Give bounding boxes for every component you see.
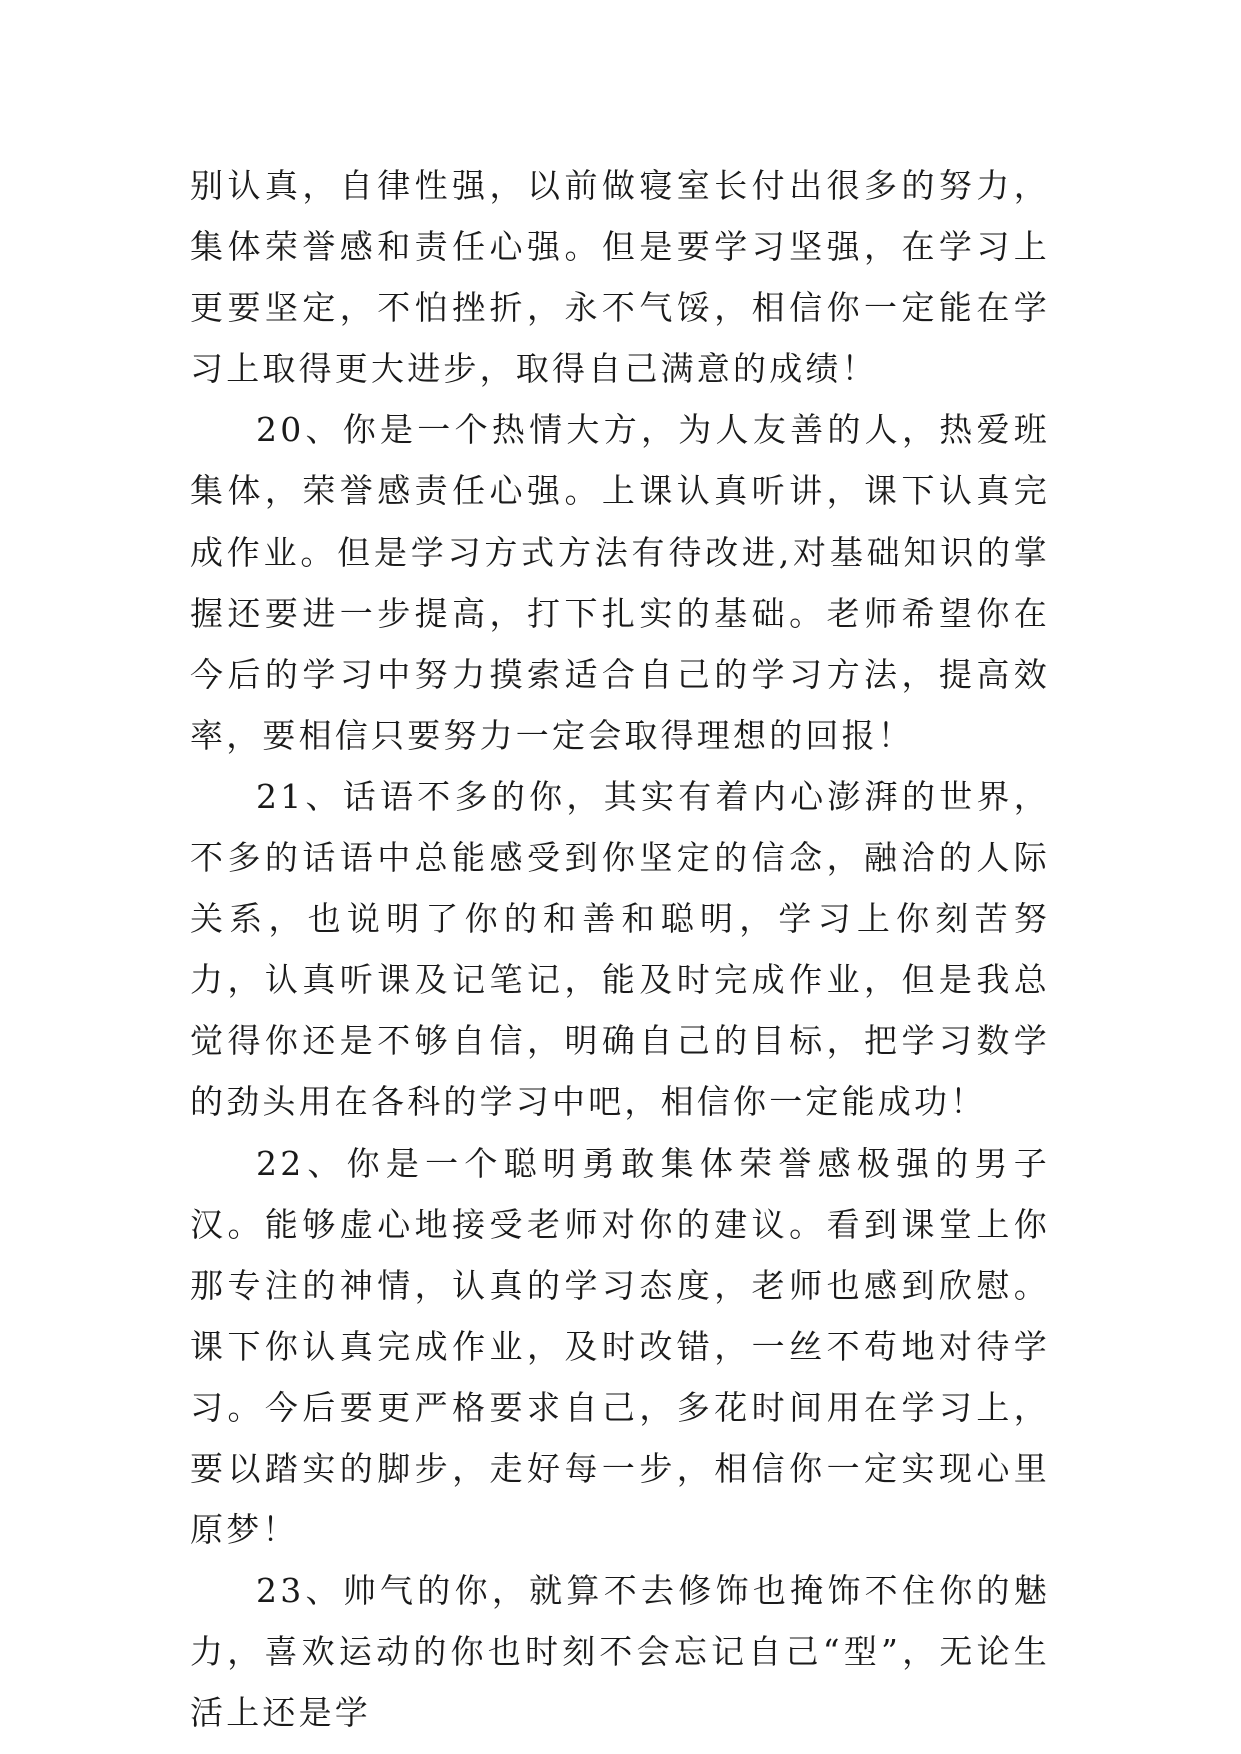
paragraph-continued: 别认真，自律性强，以前做寝室长付出很多的努力，集体荣誉感和责任心强。但是要学习坚强，在学习上更要坚定，不怕挫折，永不气馁，相信你一定能在学习上取得更大进步，取得自己满意的成绩！ (190, 166, 1050, 389)
paragraph-23: 23、帅气的你，就算不去修饰也掩饰不住你的魅力，喜欢运动的你也时刻不会忘记自己“型”，无论生活上还是学 (190, 1571, 1050, 1733)
paragraph-20: 20、你是一个热情大方，为人友善的人，热爱班集体，荣誉感责任心强。上课认真听讲，课下认真完成作业。但是学习方式方法有待改进,对基础知识的掌握还要进一步提高，打下扎实的基础。老师希望你在今后的学习中努力摸索适合自己的学习方法，提高效率，要相信只要努力一定会取得理想的回报！ (190, 410, 1050, 755)
paragraph-21: 21、话语不多的你，其实有着内心澎湃的世界，不多的话语中总能感受到你坚定的信念，融洽的人际关系，也说明了你的和善和聪明，学习上你刻苦努力，认真听课及记笔记，能及时完成作业，但是我总觉得你还是不够自信，明确自己的目标，把学习数学的劲头用在各科的学习中吧，相信你一定能成功！ (190, 776, 1050, 1122)
paragraph-22: 22、你是一个聪明勇敢集体荣誉感极强的男子汉。能够虚心地接受老师对你的建议。看到课堂上你那专注的神情，认真的学习态度，老师也感到欣慰。课下你认真完成作业，及时改错，一丝不苟地对待学习。今后要更严格要求自己，多花时间用在学习上，要以踏实的脚步，走好每一步，相信你一定实现心里原梦！ (190, 1143, 1050, 1550)
document-body (190, 155, 1050, 1743)
